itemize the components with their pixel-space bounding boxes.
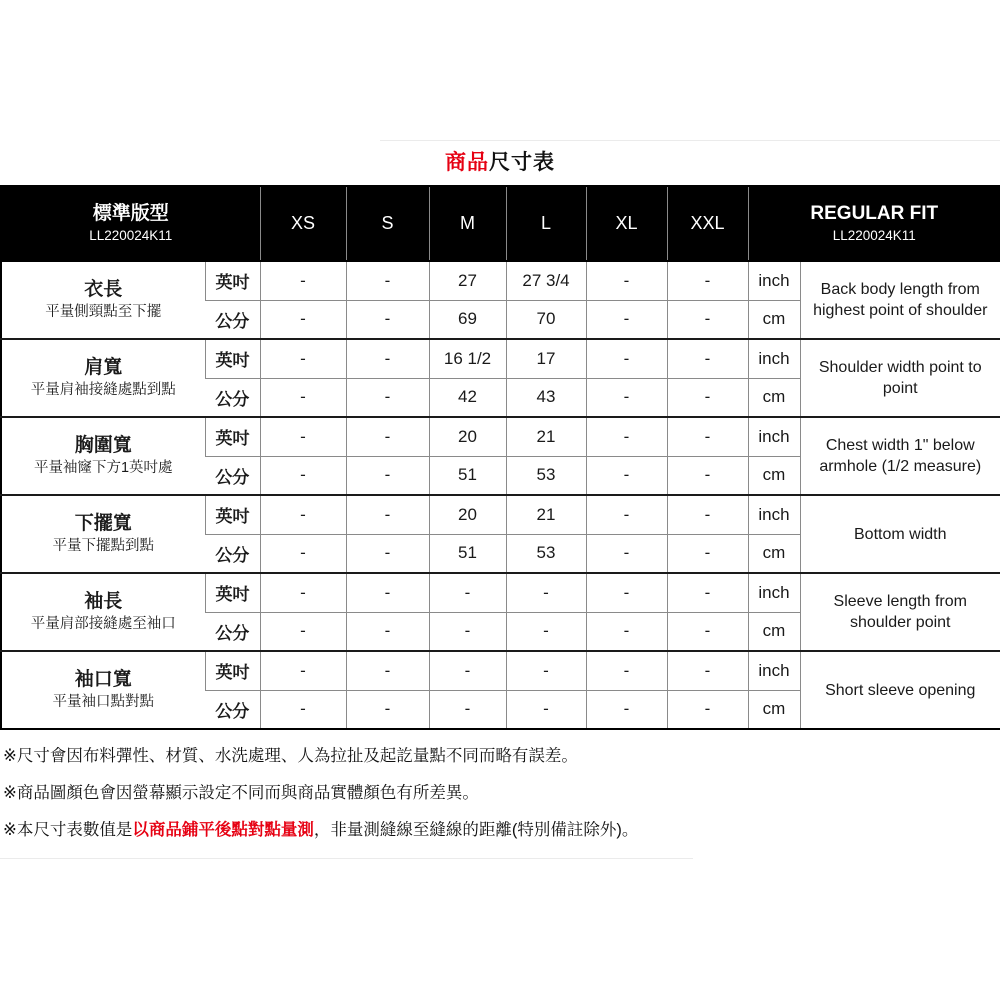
size-value: 27 bbox=[429, 261, 506, 300]
footnote-2: ※商品圖顏色會因螢幕顯示設定不同而與商品實體顏色有所差異。 bbox=[3, 784, 479, 802]
size-value: - bbox=[429, 612, 506, 651]
unit-label-en: cm bbox=[748, 456, 800, 495]
header-size-l: L bbox=[506, 186, 586, 261]
size-value: - bbox=[667, 495, 748, 534]
size-value: 51 bbox=[429, 456, 506, 495]
unit-label-zh: 英吋 bbox=[205, 261, 260, 300]
footnote-3-suffix: ，非量測縫線至縫線的距離(特別備註除外)。 bbox=[313, 821, 639, 839]
size-value: - bbox=[346, 690, 429, 729]
size-value: - bbox=[346, 261, 429, 300]
unit-label-en: inch bbox=[748, 339, 800, 378]
size-value: - bbox=[260, 573, 346, 612]
measurement-sublabel: 平量肩部接縫處至袖口 bbox=[30, 616, 176, 632]
measurement-label: 衣長 bbox=[84, 279, 123, 300]
size-value: - bbox=[667, 690, 748, 729]
measurement-label: 肩寬 bbox=[84, 357, 123, 378]
size-value: 20 bbox=[429, 495, 506, 534]
header-size-m: M bbox=[429, 186, 506, 261]
measurement-label: 胸圍寬 bbox=[74, 435, 132, 456]
size-value: - bbox=[346, 651, 429, 690]
header-fit-name: 標準版型 bbox=[92, 203, 169, 224]
size-value: - bbox=[260, 690, 346, 729]
size-value: - bbox=[586, 456, 667, 495]
measurement-description: Shoulder width point to point bbox=[800, 339, 1000, 417]
size-value: - bbox=[506, 690, 586, 729]
measurement-label: 袖口寬 bbox=[74, 669, 132, 690]
footnote-1: ※尺寸會因布料彈性、材質、水洗處理、人為拉扯及起訖量點不同而略有誤差。 bbox=[3, 747, 578, 765]
size-value: 43 bbox=[506, 378, 586, 417]
size-value: - bbox=[667, 534, 748, 573]
page-title-rest: 尺寸表 bbox=[489, 151, 555, 174]
size-value: - bbox=[260, 495, 346, 534]
measurement-sublabel: 平量袖口點對點 bbox=[52, 694, 154, 710]
size-value: 17 bbox=[506, 339, 586, 378]
footnote-3 bbox=[3, 820, 997, 840]
unit-label-en: cm bbox=[748, 612, 800, 651]
size-value: - bbox=[586, 651, 667, 690]
size-value: 69 bbox=[429, 300, 506, 339]
size-value: - bbox=[260, 612, 346, 651]
size-value: - bbox=[260, 534, 346, 573]
size-value: - bbox=[667, 573, 748, 612]
size-value: - bbox=[346, 534, 429, 573]
header-fit-code-en: LL220024K11 bbox=[832, 228, 916, 243]
header-size-s: S bbox=[346, 186, 429, 261]
unit-label-en: cm bbox=[748, 534, 800, 573]
unit-label-zh: 英吋 bbox=[205, 417, 260, 456]
size-value: - bbox=[586, 378, 667, 417]
measurement-description: Bottom width bbox=[800, 495, 1000, 573]
measurement-row-inch bbox=[1, 261, 1000, 300]
size-value: - bbox=[429, 651, 506, 690]
size-value: 51 bbox=[429, 534, 506, 573]
size-value: - bbox=[260, 378, 346, 417]
size-value: 20 bbox=[429, 417, 506, 456]
size-chart-table bbox=[0, 185, 1000, 730]
unit-label-zh: 英吋 bbox=[205, 339, 260, 378]
size-value: - bbox=[586, 339, 667, 378]
unit-label-zh: 公分 bbox=[205, 378, 260, 417]
size-value: - bbox=[260, 339, 346, 378]
measurement-label-cell bbox=[1, 651, 205, 729]
size-value: - bbox=[260, 456, 346, 495]
size-value: - bbox=[586, 261, 667, 300]
page-title-highlight: 商品 bbox=[445, 151, 489, 174]
size-value: - bbox=[586, 690, 667, 729]
size-value: - bbox=[586, 300, 667, 339]
unit-label-zh: 英吋 bbox=[205, 651, 260, 690]
size-table-body bbox=[1, 261, 1000, 729]
size-value: 16 1/2 bbox=[429, 339, 506, 378]
size-value: 53 bbox=[506, 456, 586, 495]
size-value: - bbox=[260, 651, 346, 690]
unit-label-en: cm bbox=[748, 690, 800, 729]
size-value: 70 bbox=[506, 300, 586, 339]
size-value: 27 3/4 bbox=[506, 261, 586, 300]
unit-label-en: inch bbox=[748, 417, 800, 456]
unit-label-en: inch bbox=[748, 651, 800, 690]
size-value: - bbox=[667, 651, 748, 690]
size-value: - bbox=[586, 612, 667, 651]
size-value: - bbox=[586, 573, 667, 612]
measurement-label-cell bbox=[1, 261, 205, 339]
measurement-sublabel: 平量袖窿下方1英吋處 bbox=[33, 460, 173, 476]
size-value: - bbox=[346, 573, 429, 612]
measurement-row-inch bbox=[1, 651, 1000, 690]
header-regular-fit-cell bbox=[748, 186, 1000, 261]
measurement-label-cell bbox=[1, 339, 205, 417]
size-value: - bbox=[586, 534, 667, 573]
header-size-xl: XL bbox=[586, 186, 667, 261]
header-fit-code: LL220024K11 bbox=[89, 228, 173, 243]
size-value: - bbox=[667, 339, 748, 378]
section-divider-top bbox=[380, 140, 1000, 141]
size-value: - bbox=[346, 456, 429, 495]
measurement-sublabel: 平量側頸點至下擺 bbox=[45, 304, 162, 320]
unit-label-en: inch bbox=[748, 261, 800, 300]
header-size-xs: XS bbox=[260, 186, 346, 261]
size-value: - bbox=[667, 300, 748, 339]
size-value: - bbox=[346, 300, 429, 339]
size-value: - bbox=[346, 612, 429, 651]
size-value: - bbox=[586, 495, 667, 534]
size-value: - bbox=[667, 378, 748, 417]
unit-label-en: inch bbox=[748, 495, 800, 534]
size-value: - bbox=[667, 456, 748, 495]
size-value: - bbox=[586, 417, 667, 456]
measurement-row-inch bbox=[1, 339, 1000, 378]
size-value: - bbox=[346, 495, 429, 534]
unit-label-zh: 英吋 bbox=[205, 573, 260, 612]
unit-label-zh: 公分 bbox=[205, 300, 260, 339]
size-value: 53 bbox=[506, 534, 586, 573]
size-value: 42 bbox=[429, 378, 506, 417]
measurement-label-cell bbox=[1, 417, 205, 495]
size-value: - bbox=[346, 378, 429, 417]
size-value: - bbox=[667, 417, 748, 456]
section-divider-bottom bbox=[0, 858, 693, 859]
size-value: 21 bbox=[506, 417, 586, 456]
measurement-description: Chest width 1" below armhole (1/2 measure) bbox=[800, 417, 1000, 495]
measurement-description: Back body length from highest point of shoulder bbox=[800, 261, 1000, 339]
header-fit-name-en: REGULAR FIT bbox=[810, 203, 939, 224]
header-size-xxl: XXL bbox=[667, 186, 748, 261]
footnote-3-highlight: 以商品鋪平後點對點量測 bbox=[132, 821, 314, 839]
measurement-row-inch bbox=[1, 495, 1000, 534]
size-value: - bbox=[429, 573, 506, 612]
unit-label-zh: 英吋 bbox=[205, 495, 260, 534]
footnote-3-prefix: ※本尺寸表數值是 bbox=[3, 821, 133, 839]
measurement-description: Sleeve length from shoulder point bbox=[800, 573, 1000, 651]
footnotes bbox=[3, 746, 997, 857]
measurement-label: 下擺寬 bbox=[74, 513, 132, 534]
unit-label-zh: 公分 bbox=[205, 612, 260, 651]
size-value: - bbox=[346, 339, 429, 378]
size-value: - bbox=[667, 261, 748, 300]
measurement-description: Short sleeve opening bbox=[800, 651, 1000, 729]
unit-label-zh: 公分 bbox=[205, 534, 260, 573]
size-value: - bbox=[260, 261, 346, 300]
unit-label-zh: 公分 bbox=[205, 456, 260, 495]
unit-label-en: inch bbox=[748, 573, 800, 612]
size-value: - bbox=[667, 612, 748, 651]
table-header-row bbox=[1, 186, 1000, 261]
page-title bbox=[0, 146, 1000, 176]
size-value: - bbox=[260, 300, 346, 339]
size-value: - bbox=[506, 612, 586, 651]
unit-label-zh: 公分 bbox=[205, 690, 260, 729]
measurement-label-cell bbox=[1, 495, 205, 573]
measurement-label-cell bbox=[1, 573, 205, 651]
unit-label-en: cm bbox=[748, 378, 800, 417]
size-value: - bbox=[429, 690, 506, 729]
measurement-sublabel: 平量肩袖接縫處點到點 bbox=[30, 382, 176, 398]
size-value: - bbox=[260, 417, 346, 456]
size-value: - bbox=[506, 573, 586, 612]
size-value: - bbox=[506, 651, 586, 690]
measurement-sublabel: 平量下擺點到點 bbox=[52, 538, 154, 554]
measurement-row-inch bbox=[1, 573, 1000, 612]
measurement-label: 袖長 bbox=[84, 591, 123, 612]
size-value: 21 bbox=[506, 495, 586, 534]
size-value: - bbox=[346, 417, 429, 456]
header-fit-cell bbox=[1, 186, 260, 261]
unit-label-en: cm bbox=[748, 300, 800, 339]
measurement-row-inch bbox=[1, 417, 1000, 456]
